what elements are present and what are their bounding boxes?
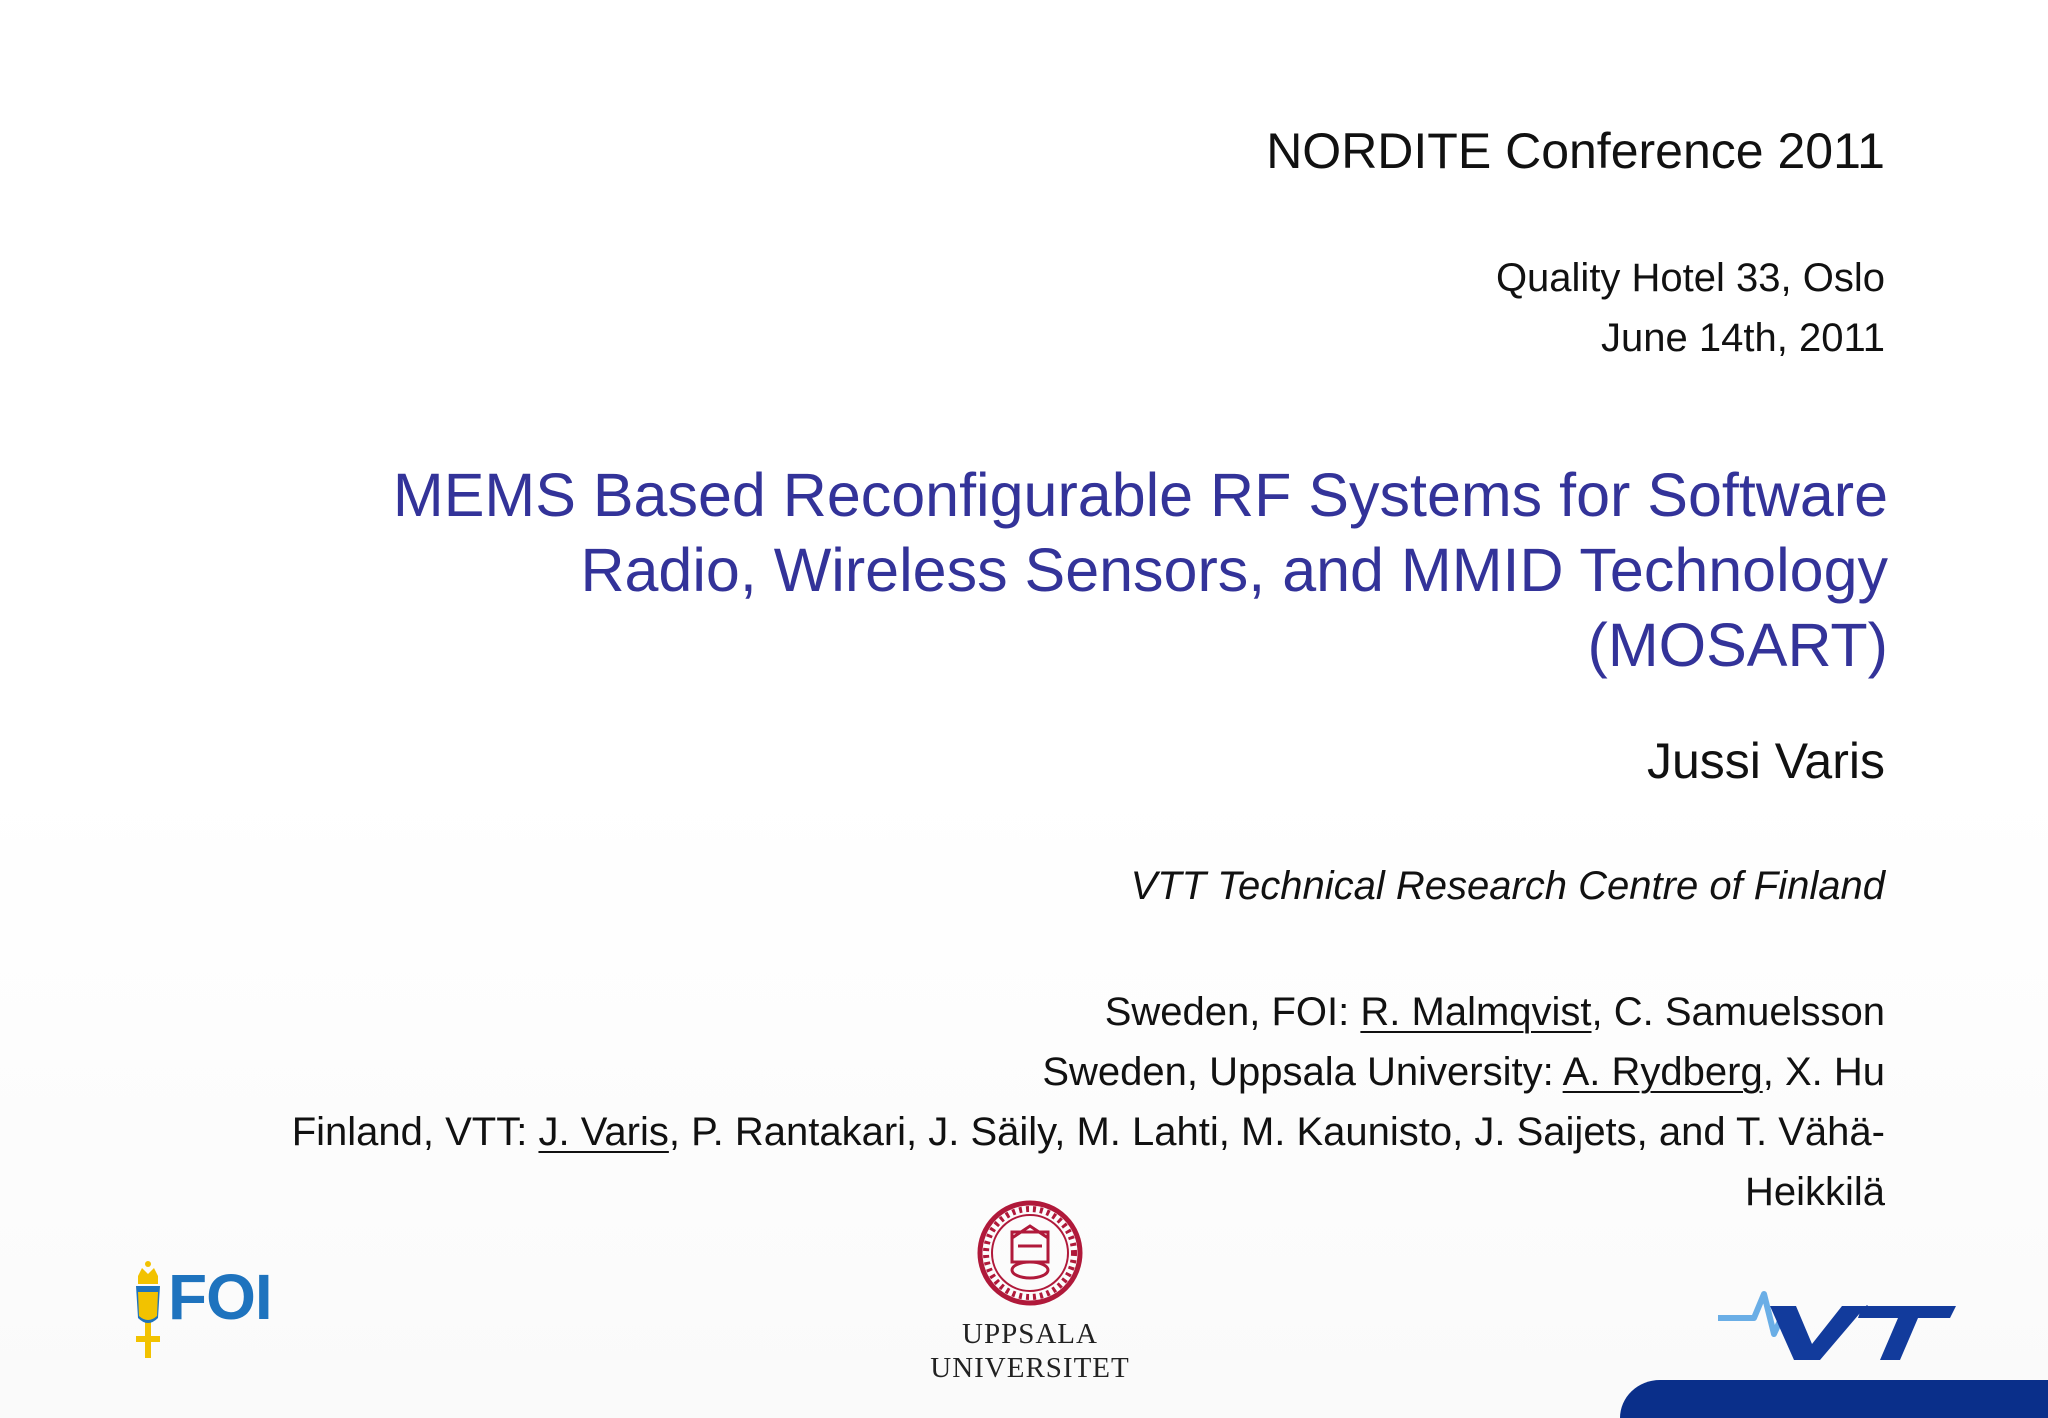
presenter-organization: VTT Technical Research Centre of Finland (1130, 864, 1885, 908)
presenter-name: Jussi Varis (1646, 733, 1885, 789)
foi-logo-text: FOI (168, 1261, 272, 1333)
uppsala-logo-line1: UPPSALA (962, 1318, 1098, 1350)
presentation-title (393, 458, 1888, 683)
uppsala-seal-icon (930, 1198, 1130, 1308)
title-line: MEMS Based Reconfigurable RF Systems for Software (392, 461, 1888, 529)
conference-name: NORDITE Conference 2011 (1266, 123, 1885, 179)
title-line: Radio, Wireless Sensors, and MMID Technology (580, 536, 1888, 604)
partner-lead: R. Malmqvist (1360, 990, 1592, 1034)
partner-lead: A. Rydberg (1562, 1050, 1763, 1094)
uppsala-logo (930, 1198, 1130, 1388)
partner-prefix: Finland, VTT: (291, 1110, 539, 1154)
partner-line-uppsala (292, 1042, 1885, 1102)
venue: Quality Hotel 33, Oslo (1495, 256, 1885, 300)
foi-logo (128, 1258, 278, 1362)
uppsala-logo-line2: UNIVERSITET (930, 1352, 1130, 1384)
title-line: (MOSART) (1587, 611, 1888, 679)
vtt-logo (1716, 1272, 1956, 1362)
partner-list (292, 982, 1885, 1222)
partner-rest: , C. Samuelsson (1591, 990, 1885, 1034)
partner-rest: , P. Rantakari, J. Säily, M. Lahti, M. Kaunisto, J. Saijets, and T. Vähä- (668, 1110, 1885, 1154)
partner-line-vtt (292, 1102, 1885, 1162)
vtt-wave-icon (1716, 1272, 1956, 1362)
partner-rest: , X. Hu (1762, 1050, 1885, 1094)
partner-prefix: Sweden, Uppsala University: (1042, 1050, 1563, 1094)
foi-crest-icon (128, 1258, 168, 1362)
partner-line-foi (292, 982, 1885, 1042)
date: June 14th, 2011 (1601, 316, 1885, 360)
corner-bar (1620, 1380, 2048, 1418)
partner-lead: J. Varis (538, 1110, 669, 1154)
partner-prefix: Sweden, FOI: (1104, 990, 1361, 1034)
partner-line-continuation: Heikkilä (1744, 1170, 1885, 1214)
